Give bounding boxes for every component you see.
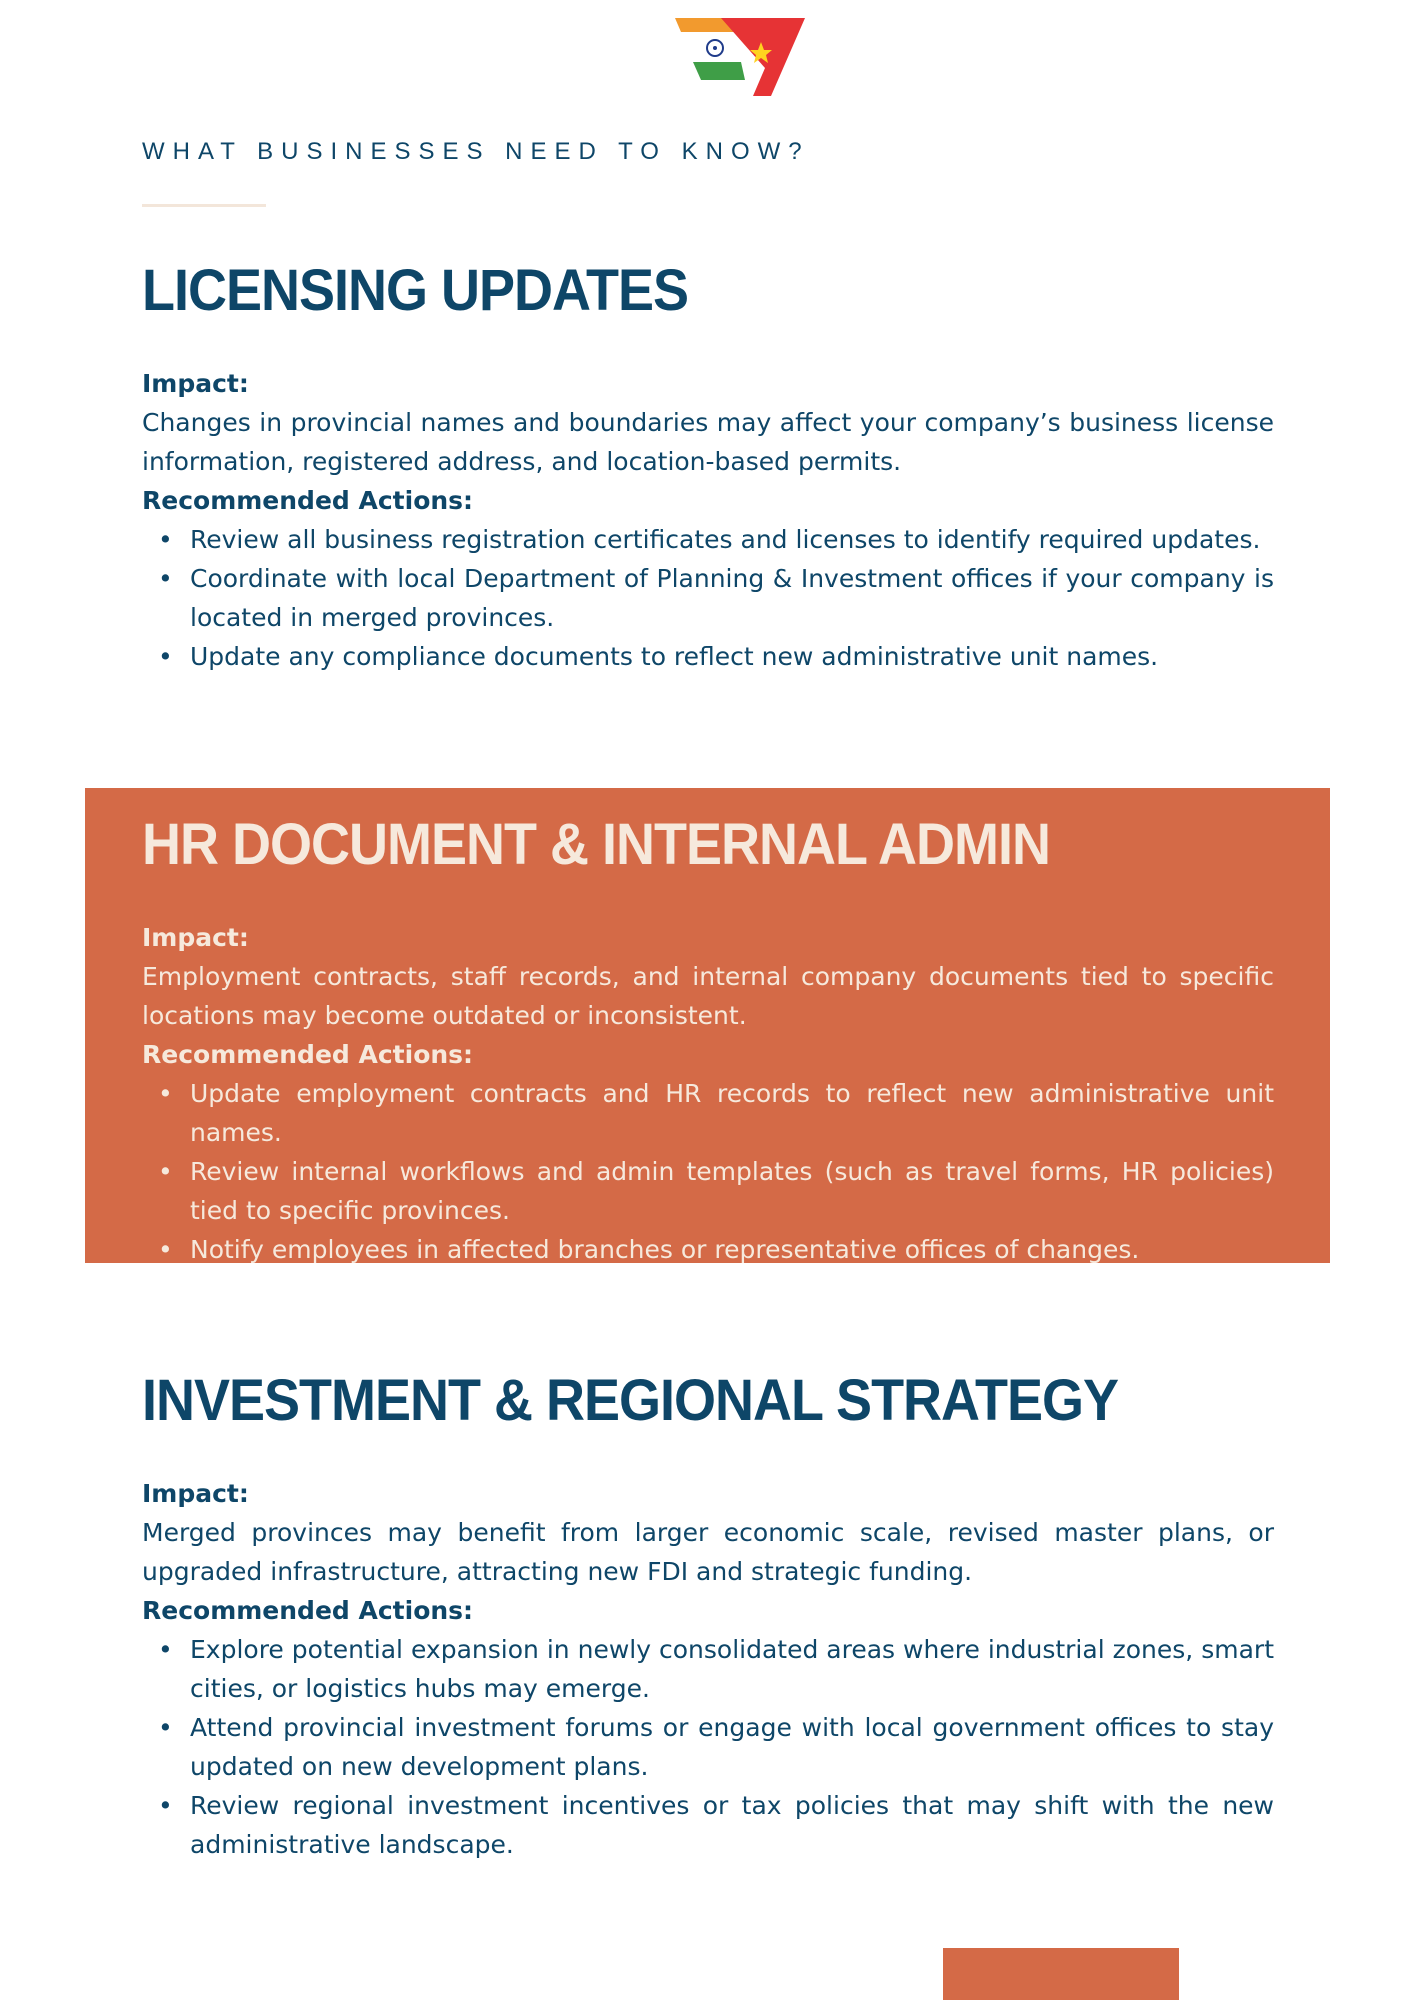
list-item: • Coordinate with local Department of Planning & Investment offices if your company is located in merged provinces. <box>190 559 1274 637</box>
impact-text: Employment contracts, staff records, and internal company documents tied to specific locations may become outdated or inconsistent. <box>142 962 1274 1030</box>
actions-list <box>142 1630 1274 1864</box>
kicker-divider <box>142 204 266 207</box>
section-title: INVESTMENT & REGIONAL STRATEGY <box>142 1368 1119 1433</box>
actions-label: Recommended Actions: <box>142 1596 474 1625</box>
india-vietnam-flag-logo <box>675 18 805 96</box>
section-title: HR DOCUMENT & INTERNAL ADMIN <box>142 812 1050 877</box>
actions-label: Recommended Actions: <box>142 1040 474 1069</box>
list-item: • Attend provincial investment forums or engage with local government offices to stay updated on new development plans. <box>190 1708 1274 1786</box>
impact-label: Impact: <box>142 1479 249 1508</box>
section-title: LICENSING UPDATES <box>142 258 689 323</box>
licensing-section <box>142 256 1274 676</box>
actions-label: Recommended Actions: <box>142 486 474 515</box>
list-item: • Update employment contracts and HR records to reflect new administrative unit names. <box>190 1074 1274 1152</box>
list-item: • Review all business registration certificates and licenses to identify required updates. <box>190 520 1274 559</box>
list-item: • Explore potential expansion in newly consolidated areas where industrial zones, smart cities, or logistics hubs may emerge. <box>190 1630 1274 1708</box>
hr-section <box>142 810 1274 1269</box>
actions-list <box>142 520 1274 676</box>
section-kicker: WHAT BUSINESSES NEED TO KNOW? <box>142 138 810 165</box>
footer-accent-block <box>943 1948 1179 2000</box>
list-item: • Review internal workflows and admin templates (such as travel forms, HR policies) tied to specific provinces. <box>190 1152 1274 1230</box>
list-item: • Review regional investment incentives or tax policies that may shift with the new administrative landscape. <box>190 1786 1274 1864</box>
investment-section <box>142 1366 1274 1864</box>
list-item: • Notify employees in affected branches or representative offices of changes. <box>190 1230 1274 1269</box>
impact-text: Changes in provincial names and boundaries may affect your company’s business license information, registered address, and location-based permits. <box>142 408 1274 476</box>
list-item: • Update any compliance documents to reflect new administrative unit names. <box>190 637 1274 676</box>
impact-label: Impact: <box>142 923 249 952</box>
impact-text: Merged provinces may benefit from larger economic scale, revised master plans, or upgraded infrastructure, attracting new FDI and strategic funding. <box>142 1518 1274 1586</box>
actions-list <box>142 1074 1274 1269</box>
impact-label: Impact: <box>142 369 249 398</box>
